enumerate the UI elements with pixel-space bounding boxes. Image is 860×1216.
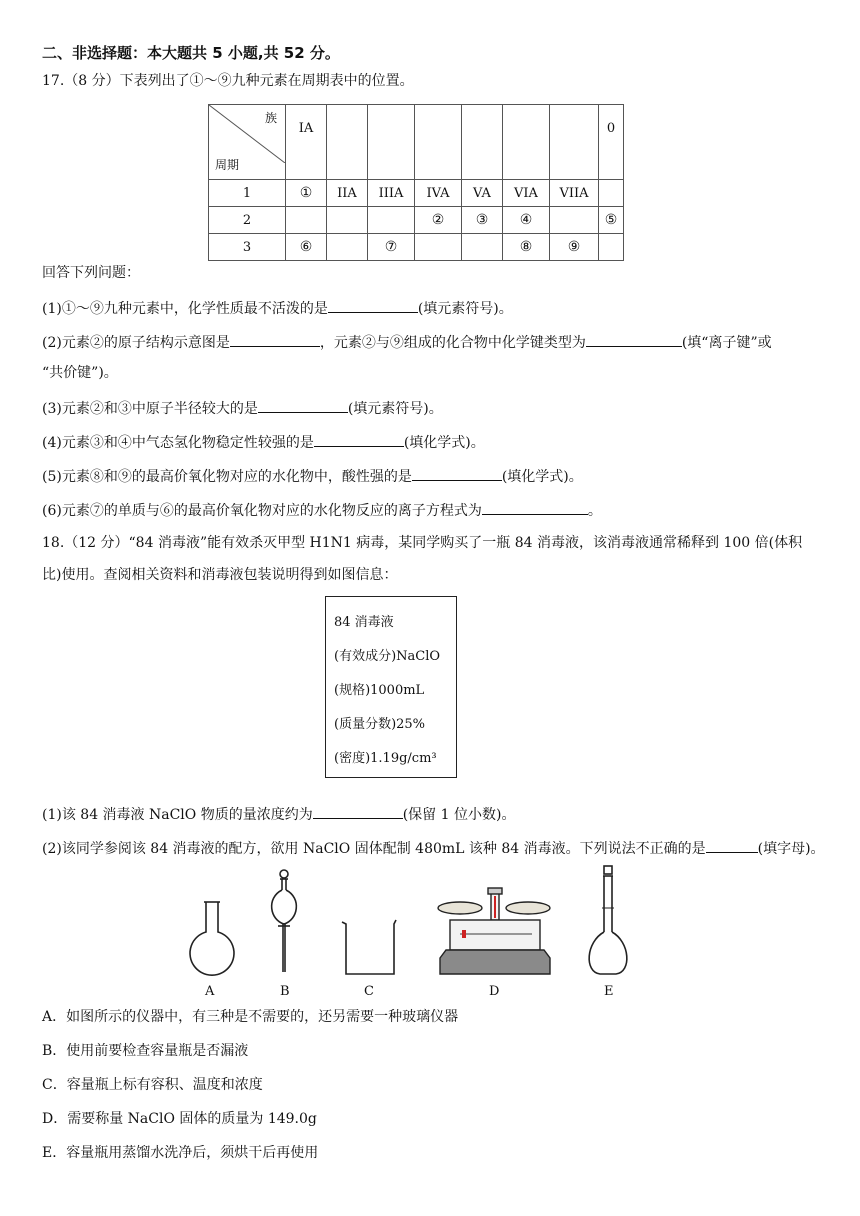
- apparatus-label-e: E: [604, 984, 614, 999]
- table-cell: IIA: [327, 180, 368, 207]
- table-cell: VIIA: [550, 180, 599, 207]
- group-header: [550, 105, 599, 180]
- q17-item-1: [42, 298, 513, 318]
- group-header: [415, 105, 462, 180]
- header-period: 周期: [215, 158, 240, 172]
- periodic-table: [208, 104, 624, 261]
- q18-sub-2: [42, 838, 825, 858]
- answer-blank[interactable]: [230, 332, 320, 347]
- item-text: (4)元素③和④中气态氢化物稳定性较强的是: [42, 435, 314, 451]
- apparatus-label-c: C: [364, 984, 374, 999]
- option-a[interactable]: A．如图所示的仪器中，有三种是不需要的，还另需要一种玻璃仪器: [42, 1009, 459, 1025]
- header-group: 族: [264, 111, 277, 125]
- answer-blank[interactable]: [328, 298, 418, 313]
- table-cell: [368, 207, 415, 234]
- table-cell: ③: [462, 207, 503, 234]
- table-cell: ⑨: [550, 234, 599, 261]
- option-c[interactable]: C．容量瓶上标有容积、温度和浓度: [42, 1077, 263, 1093]
- answer-prompt: 回答下列问题：: [42, 265, 140, 281]
- label-line: (密度)1.19g/cm³: [334, 751, 437, 766]
- table-cell: [286, 207, 327, 234]
- item-text: (填字母)。: [757, 841, 825, 857]
- table-cell: [462, 234, 503, 261]
- option-b[interactable]: B．使用前要检查容量瓶是否漏液: [42, 1043, 249, 1059]
- item-text: (2)该同学参阅该 84 消毒液的配方，欲用 NaClO 固体配制 480mL 该种 84 消毒液。下列说法不正确的是: [42, 841, 706, 857]
- item-text: (5)元素⑧和⑨的最高价氧化物对应的水化物中，酸性强的是: [42, 469, 412, 485]
- label-line: (质量分数)25%: [334, 717, 426, 732]
- answer-blank[interactable]: [313, 804, 403, 819]
- table-cell: [415, 234, 462, 261]
- table-cell: IVA: [415, 180, 462, 207]
- group-header: [368, 105, 415, 180]
- item-text: (填化学式)。: [501, 469, 583, 485]
- q17-item-2: [42, 332, 772, 352]
- volumetric-flask-icon: [589, 866, 627, 974]
- table-cell: ⑦: [368, 234, 415, 261]
- item-text: (3)元素②和③中原子半径较大的是: [42, 401, 258, 417]
- q17-item-3: [42, 398, 443, 418]
- answer-blank[interactable]: [586, 332, 682, 347]
- option-d[interactable]: D．需要称量 NaClO 固体的质量为 149.0g: [42, 1111, 317, 1127]
- balance-scale-icon: [438, 888, 550, 974]
- q18-sub-1: [42, 804, 515, 824]
- apparatus-label-a: A: [205, 984, 215, 999]
- table-cell: [550, 207, 599, 234]
- table-cell: ②: [415, 207, 462, 234]
- period-label: 2: [209, 207, 286, 234]
- table-cell: ⑥: [286, 234, 327, 261]
- period-label: 3: [209, 234, 286, 261]
- table-corner-header: [209, 105, 286, 180]
- apparatus-label-b: B: [280, 984, 290, 999]
- answer-blank[interactable]: [482, 500, 588, 515]
- group-header: [327, 105, 368, 180]
- disinfectant-label-box: [325, 596, 457, 778]
- label-line: (有效成分)NaClO: [334, 649, 441, 664]
- item-text: (1)该 84 消毒液 NaClO 物质的量浓度约为: [42, 807, 313, 823]
- label-line: (规格)1000mL: [334, 683, 425, 698]
- table-cell: IIIA: [368, 180, 415, 207]
- table-cell: ①: [286, 180, 327, 207]
- answer-blank[interactable]: [314, 432, 404, 447]
- q18-intro-1: 18.（12 分）“84 消毒液”能有效杀灭甲型 H1N1 病毒，某同学购买了一瓶 84 消毒液，该消毒液通常稀释到 100 倍(体积: [42, 535, 803, 551]
- apparatus-label-d: D: [489, 984, 500, 999]
- beaker-icon: [342, 920, 396, 974]
- table-cell: [599, 234, 624, 261]
- table-cell: ⑤: [599, 207, 624, 234]
- separatory-funnel-icon: [272, 870, 297, 972]
- item-text: (填“离子键”或: [681, 335, 772, 351]
- group-header: 0: [599, 105, 624, 180]
- table-cell: [327, 207, 368, 234]
- item-text: ，元素②与⑨组成的化合物中化学键类型为: [319, 335, 586, 351]
- option-e[interactable]: E．容量瓶用蒸馏水洗净后，须烘干后再使用: [42, 1145, 319, 1161]
- item-text: (填元素符号)。: [417, 301, 513, 317]
- section-title: 二、非选择题：本大题共 5 小题,共 52 分。: [42, 44, 340, 62]
- table-cell: [327, 234, 368, 261]
- q17-item-4: [42, 432, 485, 452]
- item-text: (填化学式)。: [403, 435, 485, 451]
- q17-item-2-cont: “共价键”)。: [42, 365, 118, 381]
- item-text: (6)元素⑦的单质与⑥的最高价氧化物对应的水化物反应的离子方程式为: [42, 503, 482, 519]
- group-header: [462, 105, 503, 180]
- item-text: (1)①～⑨九种元素中，化学性质最不活泼的是: [42, 301, 328, 317]
- group-header: [503, 105, 550, 180]
- q17-item-5: [42, 466, 583, 486]
- item-text: (保留 1 位小数)。: [402, 807, 516, 823]
- group-header: IA: [286, 105, 327, 180]
- q17-intro: 17.（8 分）下表列出了①～⑨九种元素在周期表中的位置。: [42, 73, 414, 89]
- answer-blank[interactable]: [706, 838, 758, 853]
- table-cell: VA: [462, 180, 503, 207]
- apparatus-figure: [0, 862, 860, 1002]
- table-cell: VIA: [503, 180, 550, 207]
- table-cell: ⑧: [503, 234, 550, 261]
- round-bottom-flask-icon: [190, 902, 234, 975]
- table-cell: [599, 180, 624, 207]
- answer-blank[interactable]: [258, 398, 348, 413]
- q18-intro-2: 比)使用。查阅相关资料和消毒液包装说明得到如图信息：: [42, 567, 398, 583]
- item-text: 。: [587, 503, 602, 519]
- q17-item-6: [42, 500, 602, 520]
- label-line: 84 消毒液: [334, 615, 394, 630]
- period-label: 1: [209, 180, 286, 207]
- answer-blank[interactable]: [412, 466, 502, 481]
- item-text: (填元素符号)。: [347, 401, 443, 417]
- table-cell: ④: [503, 207, 550, 234]
- item-text: (2)元素②的原子结构示意图是: [42, 335, 230, 351]
